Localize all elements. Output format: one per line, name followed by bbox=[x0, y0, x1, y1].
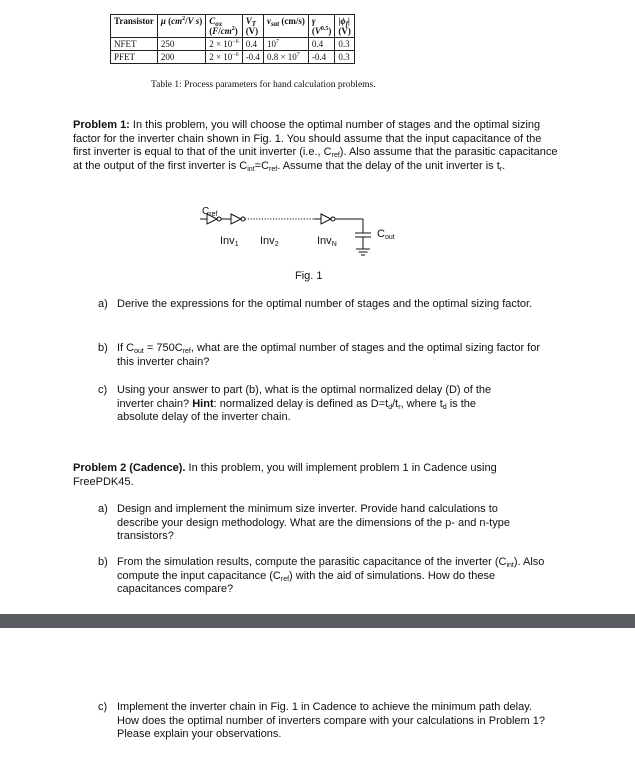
problem-2-statement: Problem 2 (Cadence). In this problem, you will implement problem 1 in Cadence using FreePDK45. bbox=[73, 462, 497, 488]
item-label: b) bbox=[98, 556, 108, 568]
table-header-gamma: γ $(V^{0.5})$ bbox=[308, 15, 335, 38]
problem-1-part-c bbox=[98, 384, 548, 426]
problem-2-part-a bbox=[98, 503, 548, 545]
item-text: Design and implement the minimum size inverter. Provide hand calculations to describe your design methodology. What are the dimensions of the p- and n-type transistors? bbox=[117, 503, 510, 542]
table-header-cox: $C_{ox}$ $(F/cm^2)$ bbox=[206, 15, 242, 38]
item-text: Implement the inverter chain in Fig. 1 in Cadence to achieve the minimum path delay. How does the optimal number of inverters compare with your calculations in Problem 1? Please explain your observations. bbox=[117, 701, 545, 740]
table-header-row bbox=[111, 15, 355, 38]
item-text: Derive the expressions for the optimal number of stages and the optimal sizing factor. bbox=[117, 298, 533, 310]
inv1-label: Inv$_1$ bbox=[220, 235, 239, 248]
item-label: a) bbox=[98, 298, 108, 310]
inverter-n-icon bbox=[321, 214, 331, 224]
item-text: From the simulation results, compute the parasitic capacitance of the inverter $(C_{int})$. Also compute the input capacitance $(C_{ref})$ with the aid of simulations. How do these capacitances compare? bbox=[117, 556, 545, 595]
table-caption: Table 1: Process parameters for hand calculation problems. bbox=[151, 80, 376, 90]
table-cell: 0.3 bbox=[335, 38, 355, 51]
problem-1-part-a bbox=[98, 298, 548, 326]
table-cell: 0.3 bbox=[335, 51, 355, 64]
invn-label: Inv$_N$ bbox=[317, 235, 337, 248]
table-cell: $0.8 \times 10^7$ bbox=[263, 51, 308, 64]
item-text: Using your answer to part (b), what is the optimal normalized delay (D) of the inverter chain? Hint: normalized delay is defined as $D=t_d/t_r$, where $t_d$ is the absolute delay of the inverter chain. bbox=[117, 384, 492, 423]
table-header-vsat: $v_{sat}$ (cm/s) bbox=[263, 15, 308, 38]
inverter-2-icon bbox=[231, 214, 241, 224]
problem-1-part-b bbox=[98, 342, 548, 370]
table-cell: $10^7$ bbox=[263, 38, 308, 51]
cref-label: $C_{ref}$ bbox=[202, 206, 218, 218]
table-header-transistor: Transistor bbox=[111, 15, 158, 38]
table-cell: PFET bbox=[111, 51, 158, 64]
item-label: b) bbox=[98, 342, 108, 354]
table-cell: 0.4 bbox=[242, 38, 263, 51]
table-cell: NFET bbox=[111, 38, 158, 51]
process-parameters-table bbox=[110, 14, 355, 64]
item-label: c) bbox=[98, 701, 108, 713]
table-cell: -0.4 bbox=[308, 51, 335, 64]
table-cell: 250 bbox=[157, 38, 205, 51]
table-cell: $2 \times 10^{-6}$ bbox=[206, 51, 242, 64]
table-cell: -0.4 bbox=[242, 51, 263, 64]
problem-2-part-b bbox=[98, 556, 548, 598]
table-header-mobility: μ ($cm^2/V$ s) bbox=[157, 15, 205, 38]
table-cell: 200 bbox=[157, 51, 205, 64]
table-cell: 0.4 bbox=[308, 38, 335, 51]
table-header-phif: $|\phi_f|$ (V) bbox=[335, 15, 355, 38]
table-header-vt: $V_T$ (V) bbox=[242, 15, 263, 38]
table-row bbox=[111, 38, 355, 51]
problem-2-part-c bbox=[98, 701, 558, 743]
figure-caption: Fig. 1 bbox=[295, 270, 323, 282]
cout-label: $C_{out}$ bbox=[377, 228, 395, 241]
inverter-chain-figure bbox=[190, 200, 420, 270]
table-row bbox=[111, 51, 355, 64]
page-break-bar bbox=[0, 614, 635, 628]
item-text: If $C_{out} = 750C_{ref}$, what are the optimal number of stages and the optimal sizing factor for this inverter chain? bbox=[117, 342, 541, 368]
item-label: c) bbox=[98, 384, 108, 396]
item-label: a) bbox=[98, 503, 108, 515]
problem-1-statement: Problem 1: In this problem, you will choose the optimal number of stages and the optimal sizing factor for the inverter chain shown in Fig. 1. You should assume that the input capacitance of the first inverter is equal to that of the unit inverter (i.e., $C_{ref}$). Also assume that the parasitic capacitance at the output of the first inverter is $C_{int}=C_{ref}$. Assume that the delay of the unit inverter is $t_r$. bbox=[73, 119, 558, 173]
table-cell: $2 \times 10^{-6}$ bbox=[206, 38, 242, 51]
inv2-label: Inv$_2$ bbox=[260, 235, 279, 248]
